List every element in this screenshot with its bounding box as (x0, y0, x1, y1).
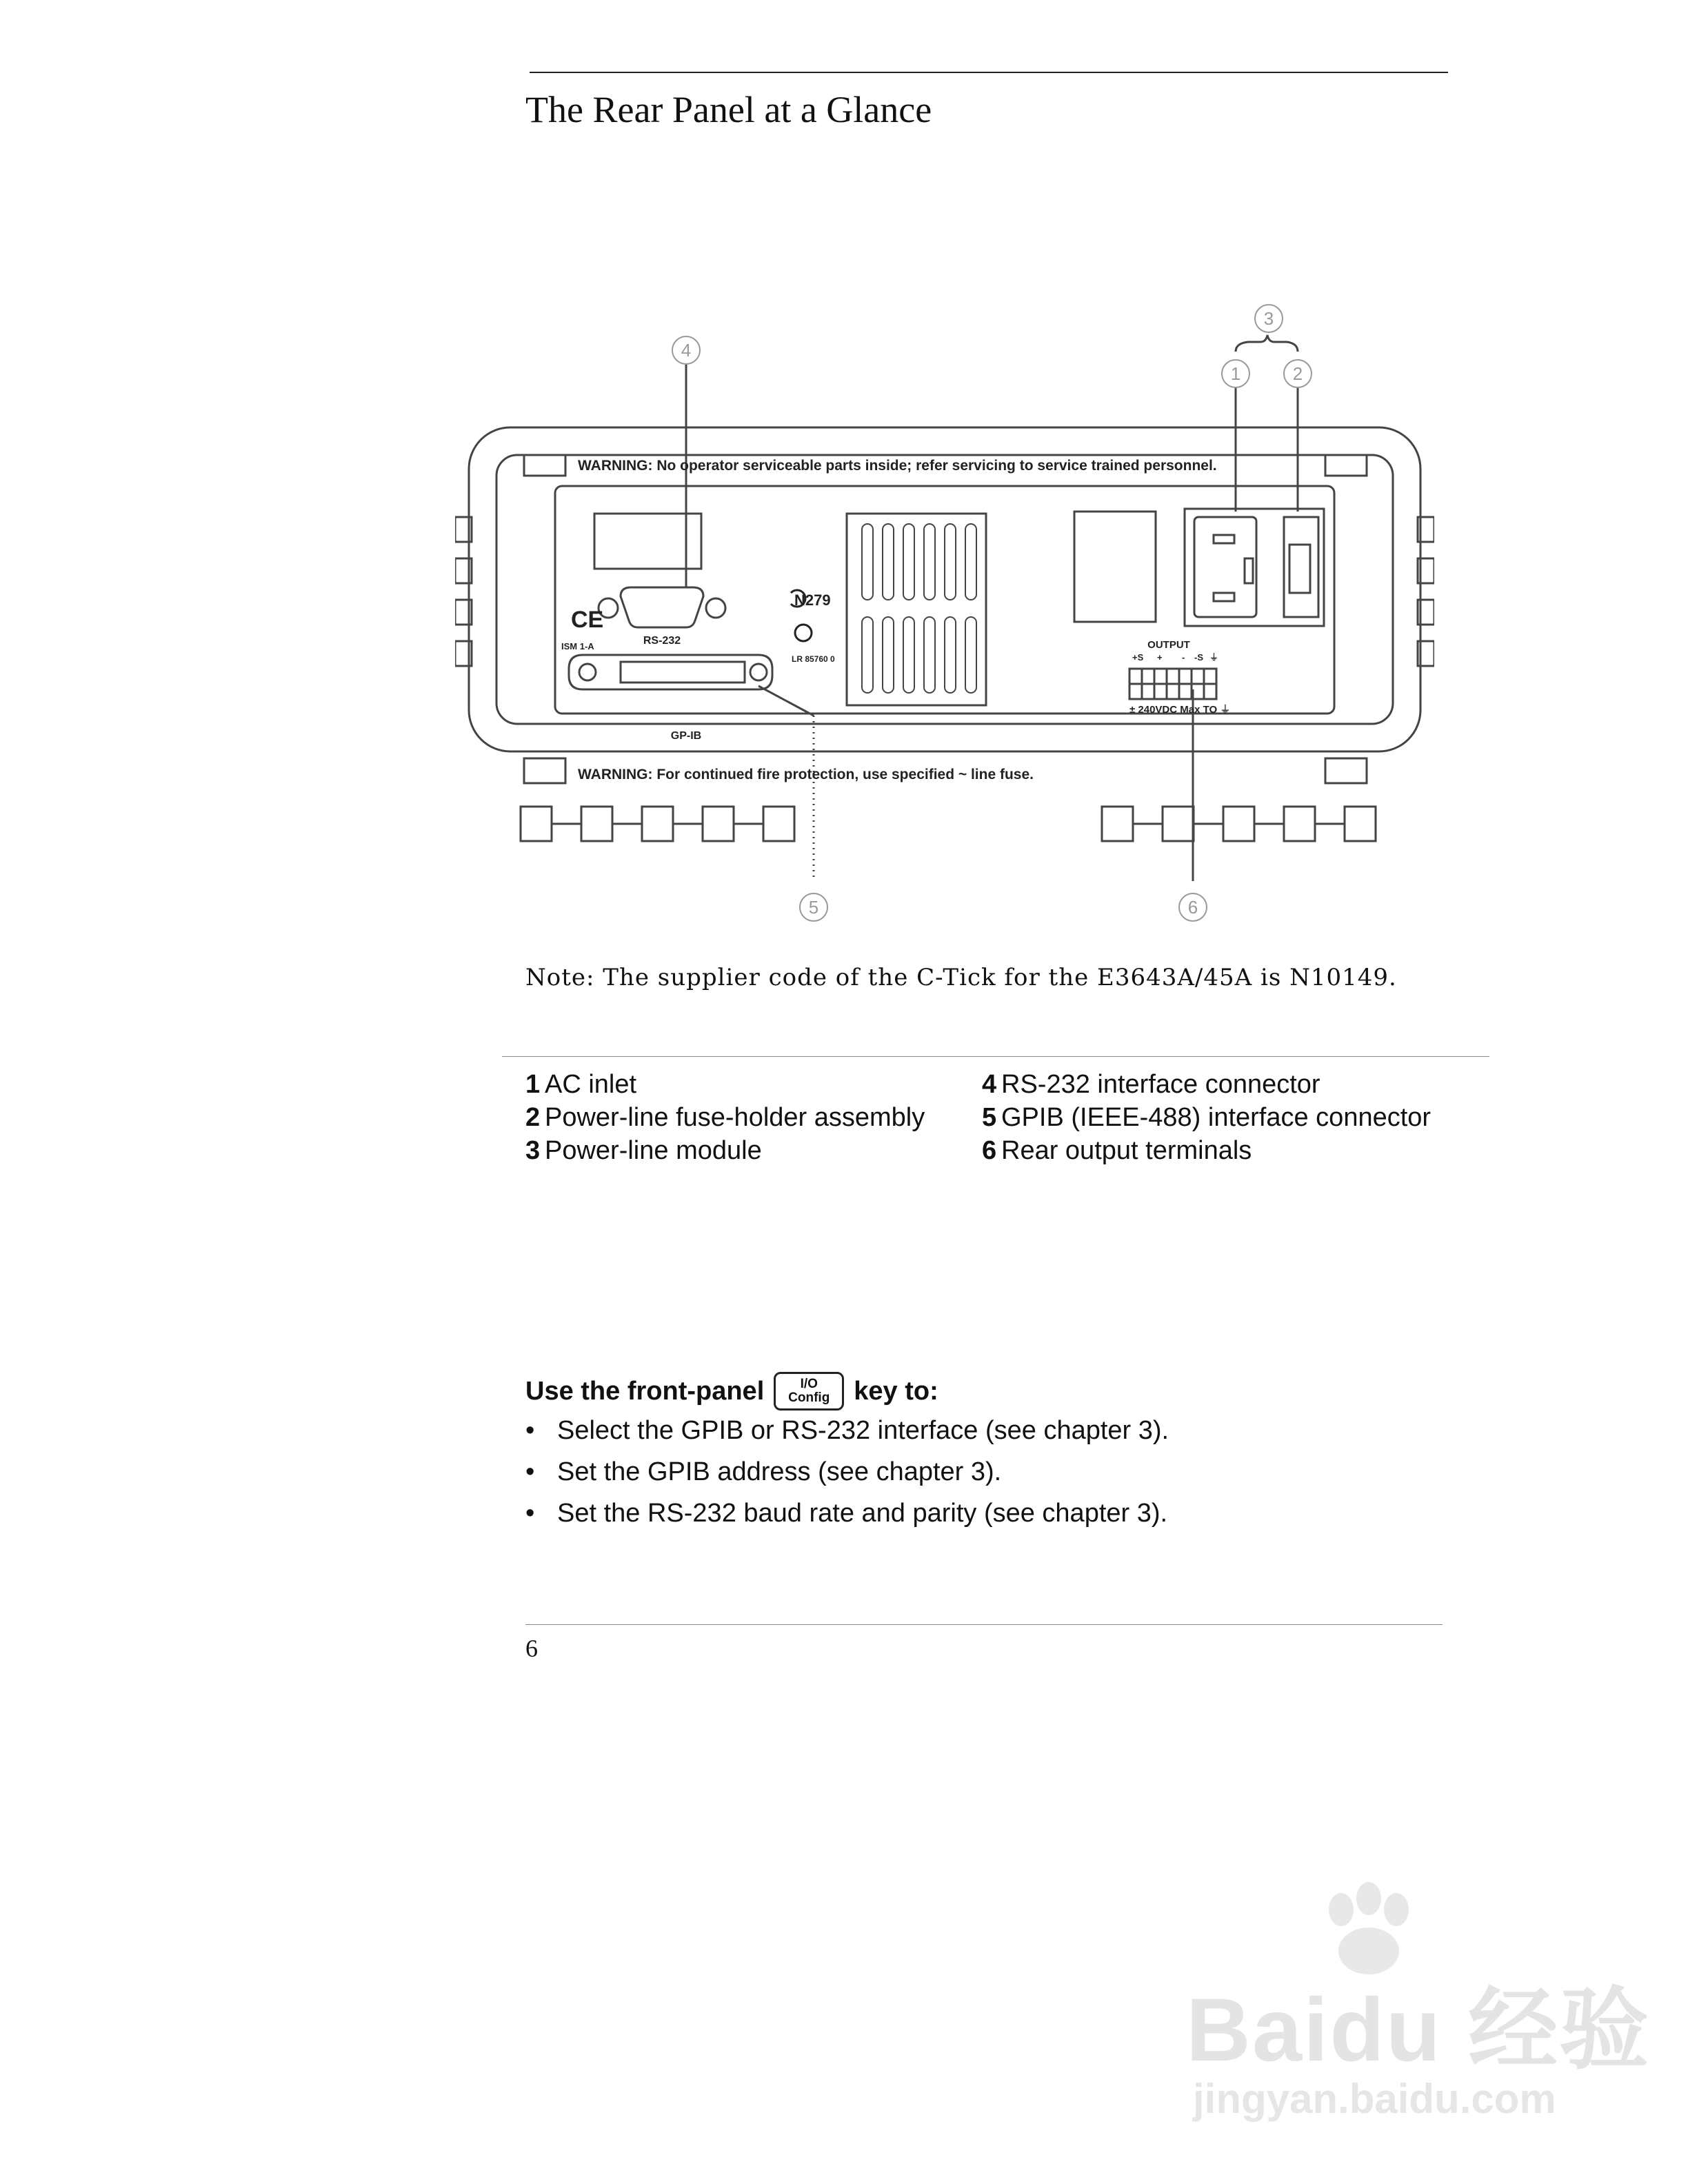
warning-top: WARNING: No operator serviceable parts inside; refer servicing to service trained personnel. (578, 458, 1217, 474)
terminal-label: ⏚ (1209, 652, 1219, 663)
legend-item: 4 RS-232 interface connector (982, 1070, 1320, 1099)
bullet-item: • Set the GPIB address (see chapter 3). (525, 1457, 1002, 1486)
page-number: 6 (525, 1635, 538, 1662)
legend-item: 2 Power-line fuse-holder assembly (525, 1103, 925, 1132)
terminal-label: +S (1132, 652, 1144, 663)
output-label: OUTPUT (1147, 639, 1190, 651)
page-title: The Rear Panel at a Glance (525, 89, 932, 130)
rs232-label: RS-232 (643, 635, 681, 647)
callout-2: 2 (1292, 363, 1303, 384)
callout-1: 1 (1230, 363, 1241, 384)
terminal-label: -S (1194, 652, 1203, 663)
header-rule (530, 72, 1448, 73)
legend-rule (502, 1056, 1489, 1057)
output-terminal-block (1129, 669, 1216, 699)
power-line-module (1185, 509, 1324, 626)
io-config-heading: Use the front-panel I/O Config key to: (525, 1372, 938, 1410)
voltage-label: ± 240VDC Max TO ⏚ (1129, 704, 1231, 716)
callout-6: 6 (1187, 897, 1198, 918)
ctick-code: N279 (794, 592, 831, 609)
legend-item: 5 GPIB (IEEE-488) interface connector (982, 1103, 1431, 1132)
legend-item: 6 Rear output terminals (982, 1136, 1252, 1165)
rs232-connector (621, 587, 703, 627)
bullet-item: • Set the RS-232 baud rate and parity (see chapter 3). (525, 1499, 1168, 1528)
terminal-label: - (1182, 652, 1185, 663)
gpib-label: GP-IB (670, 730, 702, 742)
terminal-label: + (1157, 652, 1163, 663)
warning-bottom: WARNING: For continued fire protection, use specified ~ line fuse. (578, 767, 1034, 782)
footer-rule (525, 1624, 1443, 1625)
ce-mark: CE (571, 607, 604, 633)
callout-3: 3 (1263, 308, 1274, 329)
gpib-connector (569, 655, 772, 689)
io-config-key-icon: I/O Config (774, 1372, 844, 1410)
rear-panel-diagram (455, 290, 1434, 951)
watermark-url: jingyan.baidu.com (1193, 2076, 1556, 2122)
callout-4: 4 (681, 340, 692, 361)
csa-logo-icon (795, 625, 812, 641)
csa-code: LR 85760 0 (792, 654, 835, 664)
watermark-brand: Baidu 经验 (1186, 1979, 1651, 2080)
c-tick-note: Note: The supplier code of the C-Tick for the E3643A/45A is N10149. (525, 964, 1397, 991)
legend-item: 1 AC inlet (525, 1070, 637, 1099)
callout-5: 5 (808, 897, 819, 918)
legend-item: 3 Power-line module (525, 1136, 762, 1165)
ism-label: ISM 1-A (561, 641, 594, 651)
bullet-item: • Select the GPIB or RS-232 interface (see chapter 3). (525, 1416, 1169, 1445)
